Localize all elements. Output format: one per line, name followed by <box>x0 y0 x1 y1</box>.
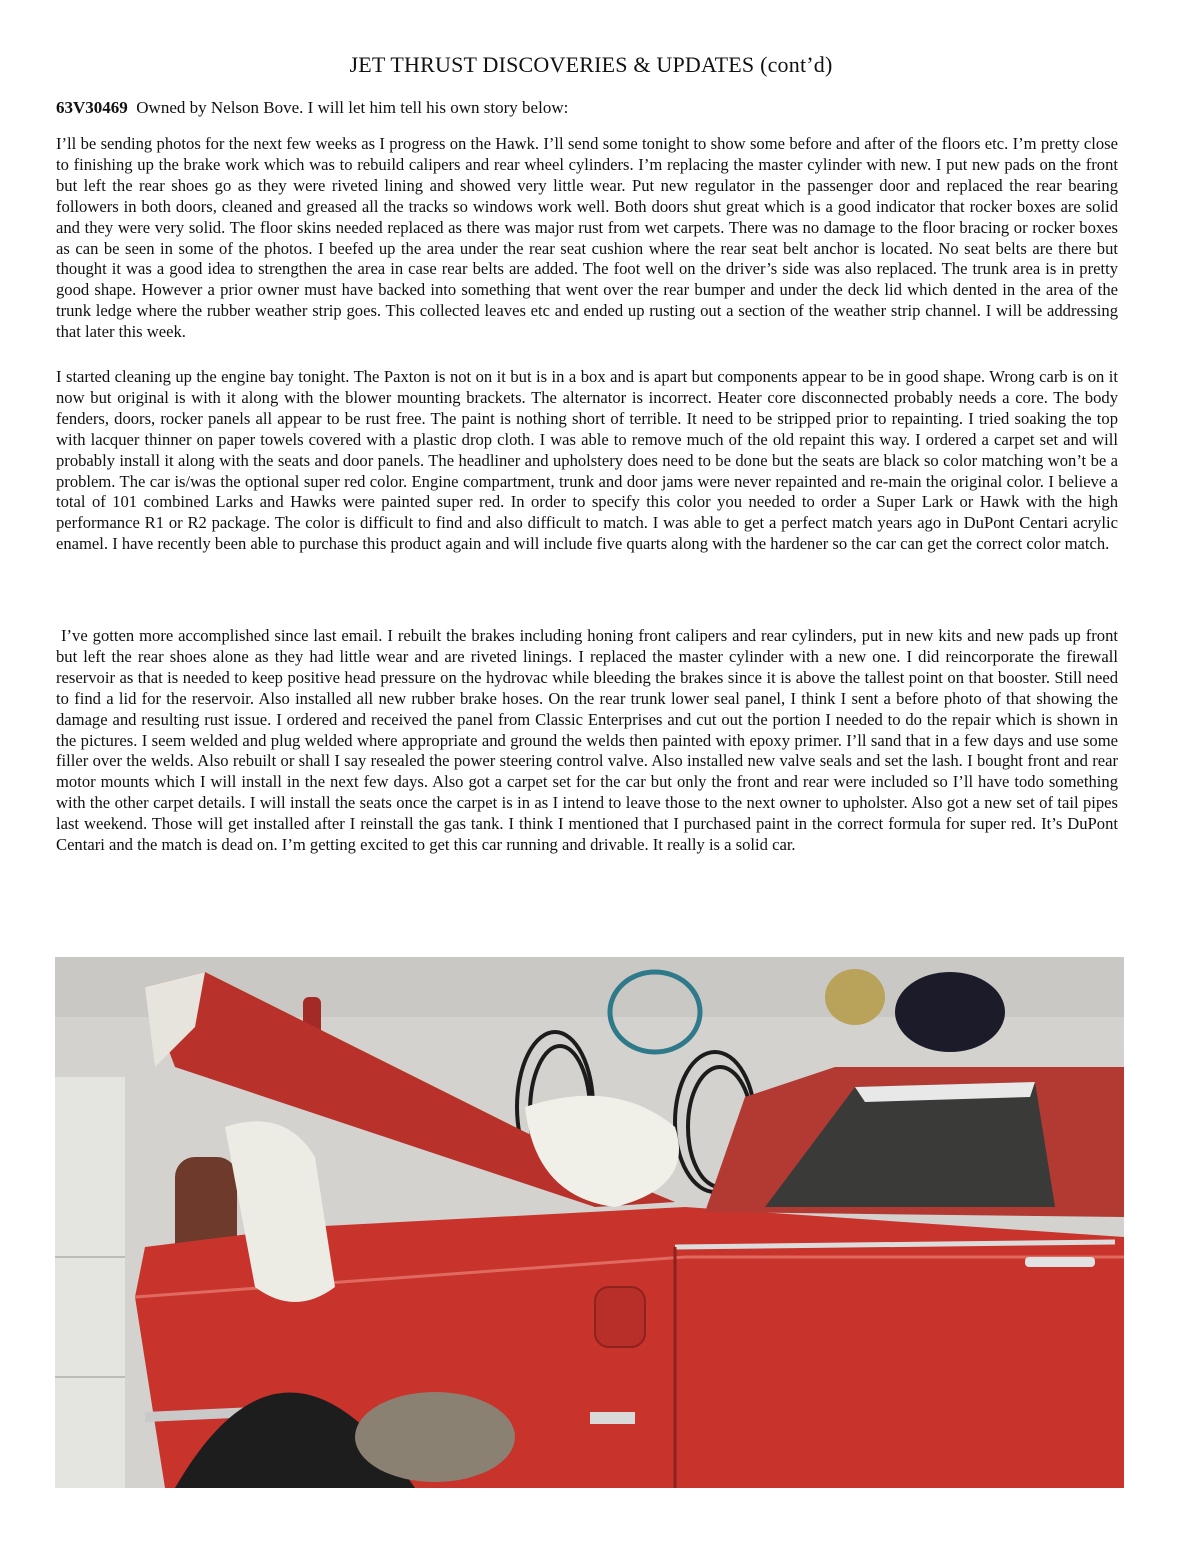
paragraph-2: I started cleaning up the engine bay tonight. The Paxton is not on it but is in a box and is apart but components appear to be in good shape. Wrong carb is on it now but original is with it along with the blower mounting brackets. The alternator is incorrect. Heater core disconnected probably needs a core. The body fenders, doors, rocker panels all appear to be rust free. The paint is nothing short of terrible. It need to be stripped prior to repainting. I tried soaking the top with lacquer thinner on paper towels covered with a plastic drop cloth. I was able to remove much of the old repaint this way. I ordered a carpet set and will probably install it along with the seats and door panels. The headliner and upholstery does need to be done but the seats are black so color matching won’t be a problem. The car is/was the optional super red color. Engine compartment, trunk and door jams were never repainted and re-main the original color. I believe a total of 101 combined Larks and Hawks were painted super red. In order to specify this color you needed to order a Super Lark or Hawk with the high performance R1 or R2 package. The color is difficult to find and also difficult to match. I was able to get a perfect match years ago in DuPont Centari acrylic enamel. I have recently been able to purchase this product again and will include five quarts along with the hardener so the car can get the correct color match. <box>56 367 1118 554</box>
fuel-door <box>595 1287 645 1347</box>
door-handle <box>1025 1257 1095 1267</box>
vehicle-serial: 63V30469 <box>56 98 128 117</box>
intro-line <box>56 98 1118 118</box>
car-photo <box>55 957 1124 1488</box>
page-title: JET THRUST DISCOVERIES & UPDATES (cont’d) <box>349 52 833 77</box>
paragraph-1: I’ll be sending photos for the next few weeks as I progress on the Hawk. I’ll send some tonight to show some before and after of the floors etc. I’m pretty close to finishing up the brake work which was to rebuild calipers and rear wheel cylinders. I’m replacing the master cylinder with new. I put new pads on the front but left the rear shoes go as they were riveted lining and showed very little wear. Put new regulator in the passenger door and replaced the rear bearing followers in both doors, cleaned and greased all the tracks so windows work well. Both doors shut great which is a good indicator that rocker boxes are solid and they were very solid. The floor skins needed replaced as there was major rust from wet carpets. There was no damage to the floor bracing or rocker boxes as can be seen in some of the photos. I beefed up the area under the rear seat cushion where the rear seat belt anchor is located. No seat belts are there but thought it was a good idea to strengthen the area in case rear belts are added. The foot well on the driver’s side was also replaced. The trunk area is in pretty good shape. However a prior owner must have backed into something that went over the rear bumper and under the deck lid which dented in the area of the trunk ledge where the rubber weather strip goes. This collected leaves etc and ended up rusting out a section of the weather strip channel. I will be addressing that later this week. <box>56 134 1118 342</box>
fender-badge <box>590 1412 635 1424</box>
car-photo-illustration <box>55 957 1124 1488</box>
paragraph-3: I’ve gotten more accomplished since last email. I rebuilt the brakes including honing front calipers and rear cylinders, put in new kits and new pads up front but left the rear shoes alone as they had little wear and are riveted linings. I replaced the master cylinder with a new one. I did reincorporate the firewall reservoir as that is needed to keep positive head pressure on the hydrovac while bleeding the brakes since it is above the tallest point on that booster. Still need to find a lid for the reservoir. Also installed all new rubber brake hoses. On the rear trunk lower seal panel, I think I sent a before photo of that showing the damage and resulting rust issue. I ordered and received the panel from Classic Enterprises and cut out the portion I needed to do the repair which is shown in the pictures. I seem welded and plug welded where appropriate and ground the welds then painted with epoxy primer. I’ll sand that in a few days and use some filler over the welds. Also rebuilt or shall I say resealed the power steering control valve. Also installed new valve seals and set the lash. I bought front and rear motor mounts which I will install in the next few days. Also got a carpet set for the car but only the front and rear were included so I’ll have todo something with the other carpet details. I will install the seats once the carpet is in as I intend to leave those to the next owner to upholster. Also got a new set of tail pipes last weekend. Those will get installed after I reinstall the gas tank. I think I mentioned that I purchased paint in the correct formula for super red. It’s DuPont Centari and the match is dead on. I’m getting excited to get this car running and drivable. It really is a solid car. <box>56 626 1118 855</box>
garage-door-panel <box>55 1077 125 1488</box>
welding-helmet <box>895 972 1005 1052</box>
work-gloves <box>355 1392 515 1482</box>
intro-text: Owned by Nelson Bove. I will let him tell his own story below: <box>136 98 569 117</box>
